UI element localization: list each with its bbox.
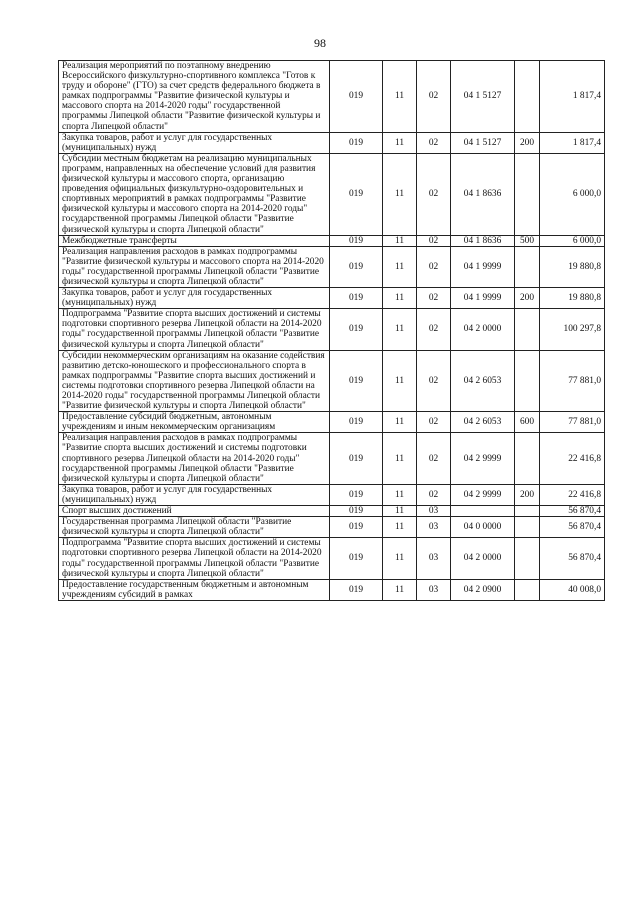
amount-cell: 6 000,0 <box>540 153 605 235</box>
row-name-cell: Подпрограмма "Развитие спорта высших достижений и системы подготовки спортивного резерва Липецкой области на 2014-2020 годы" государственной программы Липецкой области "Развитие физической культуры и спорта Липецкой области" <box>59 309 330 350</box>
table-row <box>59 246 605 287</box>
table-row <box>59 412 605 433</box>
amount-cell: 40 008,0 <box>540 579 605 600</box>
table-row <box>59 350 605 412</box>
ministry-code-cell: 019 <box>330 412 383 433</box>
expense-type-cell <box>515 433 540 484</box>
target-article-cell: 04 1 5127 <box>451 61 515 133</box>
table-row <box>59 132 605 153</box>
subsection-code-cell: 02 <box>417 433 451 484</box>
ministry-code-cell: 019 <box>330 132 383 153</box>
amount-cell: 77 881,0 <box>540 350 605 412</box>
table-row <box>59 153 605 235</box>
section-code-cell: 11 <box>383 433 417 484</box>
amount-cell: 19 880,8 <box>540 288 605 309</box>
subsection-code-cell: 02 <box>417 153 451 235</box>
expense-type-cell: 200 <box>515 132 540 153</box>
ministry-code-cell: 019 <box>330 433 383 484</box>
subsection-code-cell: 02 <box>417 288 451 309</box>
subsection-code-cell: 02 <box>417 309 451 350</box>
section-code-cell: 11 <box>383 61 417 133</box>
row-name-cell: Государственная программа Липецкой области "Развитие физической культуры и спорта Липецкой области" <box>59 517 330 538</box>
expense-type-cell <box>515 579 540 600</box>
section-code-cell: 11 <box>383 288 417 309</box>
row-name-cell: Подпрограмма "Развитие спорта высших достижений и системы подготовки спортивного резерва Липецкой области на 2014-2020 годы" государственной программы Липецкой области "Развитие физической культуры и спорта Липецкой области" <box>59 538 330 579</box>
amount-cell: 56 870,4 <box>540 538 605 579</box>
target-article-cell: 04 1 9999 <box>451 288 515 309</box>
target-article-cell: 04 1 9999 <box>451 246 515 287</box>
expense-type-cell <box>515 538 540 579</box>
expense-type-cell: 500 <box>515 235 540 246</box>
subsection-code-cell: 02 <box>417 235 451 246</box>
target-article-cell: 04 2 6053 <box>451 412 515 433</box>
expense-type-cell <box>515 517 540 538</box>
row-name-cell: Предоставление государственным бюджетным и автономным учреждениям субсидий в рамках <box>59 579 330 600</box>
table-row <box>59 538 605 579</box>
amount-cell: 77 881,0 <box>540 412 605 433</box>
section-code-cell: 11 <box>383 246 417 287</box>
target-article-cell: 04 1 5127 <box>451 132 515 153</box>
target-article-cell: 04 0 0000 <box>451 517 515 538</box>
amount-cell: 100 297,8 <box>540 309 605 350</box>
expense-type-cell <box>515 506 540 517</box>
ministry-code-cell: 019 <box>330 246 383 287</box>
section-code-cell: 11 <box>383 412 417 433</box>
section-code-cell: 11 <box>383 235 417 246</box>
expense-type-cell <box>515 153 540 235</box>
amount-cell: 6 000,0 <box>540 235 605 246</box>
table-row <box>59 484 605 505</box>
target-article-cell: 04 1 8636 <box>451 153 515 235</box>
table-row <box>59 517 605 538</box>
expense-type-cell <box>515 61 540 133</box>
expense-type-cell: 200 <box>515 288 540 309</box>
section-code-cell: 11 <box>383 132 417 153</box>
subsection-code-cell: 02 <box>417 132 451 153</box>
row-name-cell: Субсидии некоммерческим организациям на оказание содействия развитию детско-юношеского и профессионального спорта в рамках подпрограммы "Развитие спорта высших достижений и системы подготовки спортивного резерва Липецкой области на 2014-2020 годы" государственной программы Липецкой области "Развитие физической культуры и спорта Липецкой области" <box>59 350 330 412</box>
target-article-cell: 04 2 0000 <box>451 538 515 579</box>
row-name-cell: Спорт высших достижений <box>59 506 330 517</box>
amount-cell: 1 817,4 <box>540 61 605 133</box>
amount-cell: 22 416,8 <box>540 484 605 505</box>
subsection-code-cell: 02 <box>417 412 451 433</box>
budget-table <box>58 60 605 601</box>
row-name-cell: Реализация направления расходов в рамках подпрограммы "Развитие спорта высших достижений и системы подготовки спортивного резерва Липецкой области на 2014-2020 годы" государственной программы Липецкой области "Развитие физической культуры и спорта Липецкой области" <box>59 433 330 484</box>
section-code-cell: 11 <box>383 579 417 600</box>
row-name-cell: Межбюджетные трансферты <box>59 235 330 246</box>
row-name-cell: Закупка товаров, работ и услуг для государственных (муниципальных) нужд <box>59 132 330 153</box>
section-code-cell: 11 <box>383 309 417 350</box>
section-code-cell: 11 <box>383 153 417 235</box>
expense-type-cell <box>515 309 540 350</box>
ministry-code-cell: 019 <box>330 309 383 350</box>
table-row <box>59 579 605 600</box>
table-row <box>59 235 605 246</box>
subsection-code-cell: 03 <box>417 517 451 538</box>
ministry-code-cell: 019 <box>330 484 383 505</box>
subsection-code-cell: 03 <box>417 506 451 517</box>
expense-type-cell: 600 <box>515 412 540 433</box>
section-code-cell: 11 <box>383 538 417 579</box>
table-row <box>59 506 605 517</box>
row-name-cell: Субсидии местным бюджетам на реализацию муниципальных программ, направленных на обеспечение условий для развития физической культуры и массового спорта, организацию проведения официальных физкультурно-оздоровительных и спортивных мероприятий в рамках подпрограммы "Развитие физической культуры и массового спорта на 2014-2020 годы" государственной программы Липецкой области "Развитие физической культуры и спорта Липецкой области" <box>59 153 330 235</box>
amount-cell: 1 817,4 <box>540 132 605 153</box>
target-article-cell: 04 2 9999 <box>451 433 515 484</box>
target-article-cell: 04 2 0000 <box>451 309 515 350</box>
ministry-code-cell: 019 <box>330 288 383 309</box>
expense-type-cell <box>515 350 540 412</box>
section-code-cell: 11 <box>383 506 417 517</box>
target-article-cell: 04 2 0900 <box>451 579 515 600</box>
ministry-code-cell: 019 <box>330 235 383 246</box>
row-name-cell: Закупка товаров, работ и услуг для государственных (муниципальных) нужд <box>59 288 330 309</box>
ministry-code-cell: 019 <box>330 517 383 538</box>
subsection-code-cell: 02 <box>417 246 451 287</box>
target-article-cell <box>451 506 515 517</box>
row-name-cell: Реализация направления расходов в рамках подпрограммы "Развитие физической культуры и массового спорта на 2014-2020 годы" государственной программы Липецкой области "Развитие физической культуры и спорта Липецкой области" <box>59 246 330 287</box>
amount-cell: 56 870,4 <box>540 517 605 538</box>
table-row <box>59 288 605 309</box>
ministry-code-cell: 019 <box>330 153 383 235</box>
section-code-cell: 11 <box>383 517 417 538</box>
section-code-cell: 11 <box>383 350 417 412</box>
amount-cell: 22 416,8 <box>540 433 605 484</box>
subsection-code-cell: 02 <box>417 484 451 505</box>
section-code-cell: 11 <box>383 484 417 505</box>
table-row <box>59 433 605 484</box>
expense-type-cell: 200 <box>515 484 540 505</box>
ministry-code-cell: 019 <box>330 61 383 133</box>
ministry-code-cell: 019 <box>330 506 383 517</box>
target-article-cell: 04 1 8636 <box>451 235 515 246</box>
ministry-code-cell: 019 <box>330 350 383 412</box>
subsection-code-cell: 02 <box>417 350 451 412</box>
target-article-cell: 04 2 6053 <box>451 350 515 412</box>
row-name-cell: Предоставление субсидий бюджетным, автономным учреждениям и иным некоммерческим организациям <box>59 412 330 433</box>
target-article-cell: 04 2 9999 <box>451 484 515 505</box>
row-name-cell: Реализация мероприятий по поэтапному внедрению Всероссийского физкультурно-спортивного комплекса "Готов к труду и обороне" (ГТО) за счет средств федерального бюджета в рамках подпрограммы "Развитие физической культуры и массового спорта на 2014-2020 годы" государственной программы Липецкой области "Развитие физической культуры и спорта Липецкой области" <box>59 61 330 133</box>
subsection-code-cell: 03 <box>417 579 451 600</box>
subsection-code-cell: 03 <box>417 538 451 579</box>
table-row <box>59 61 605 133</box>
page-number: 98 <box>314 36 326 50</box>
ministry-code-cell: 019 <box>330 579 383 600</box>
row-name-cell: Закупка товаров, работ и услуг для государственных (муниципальных) нужд <box>59 484 330 505</box>
expense-type-cell <box>515 246 540 287</box>
ministry-code-cell: 019 <box>330 538 383 579</box>
subsection-code-cell: 02 <box>417 61 451 133</box>
amount-cell: 56 870,4 <box>540 506 605 517</box>
table-row <box>59 309 605 350</box>
amount-cell: 19 880,8 <box>540 246 605 287</box>
